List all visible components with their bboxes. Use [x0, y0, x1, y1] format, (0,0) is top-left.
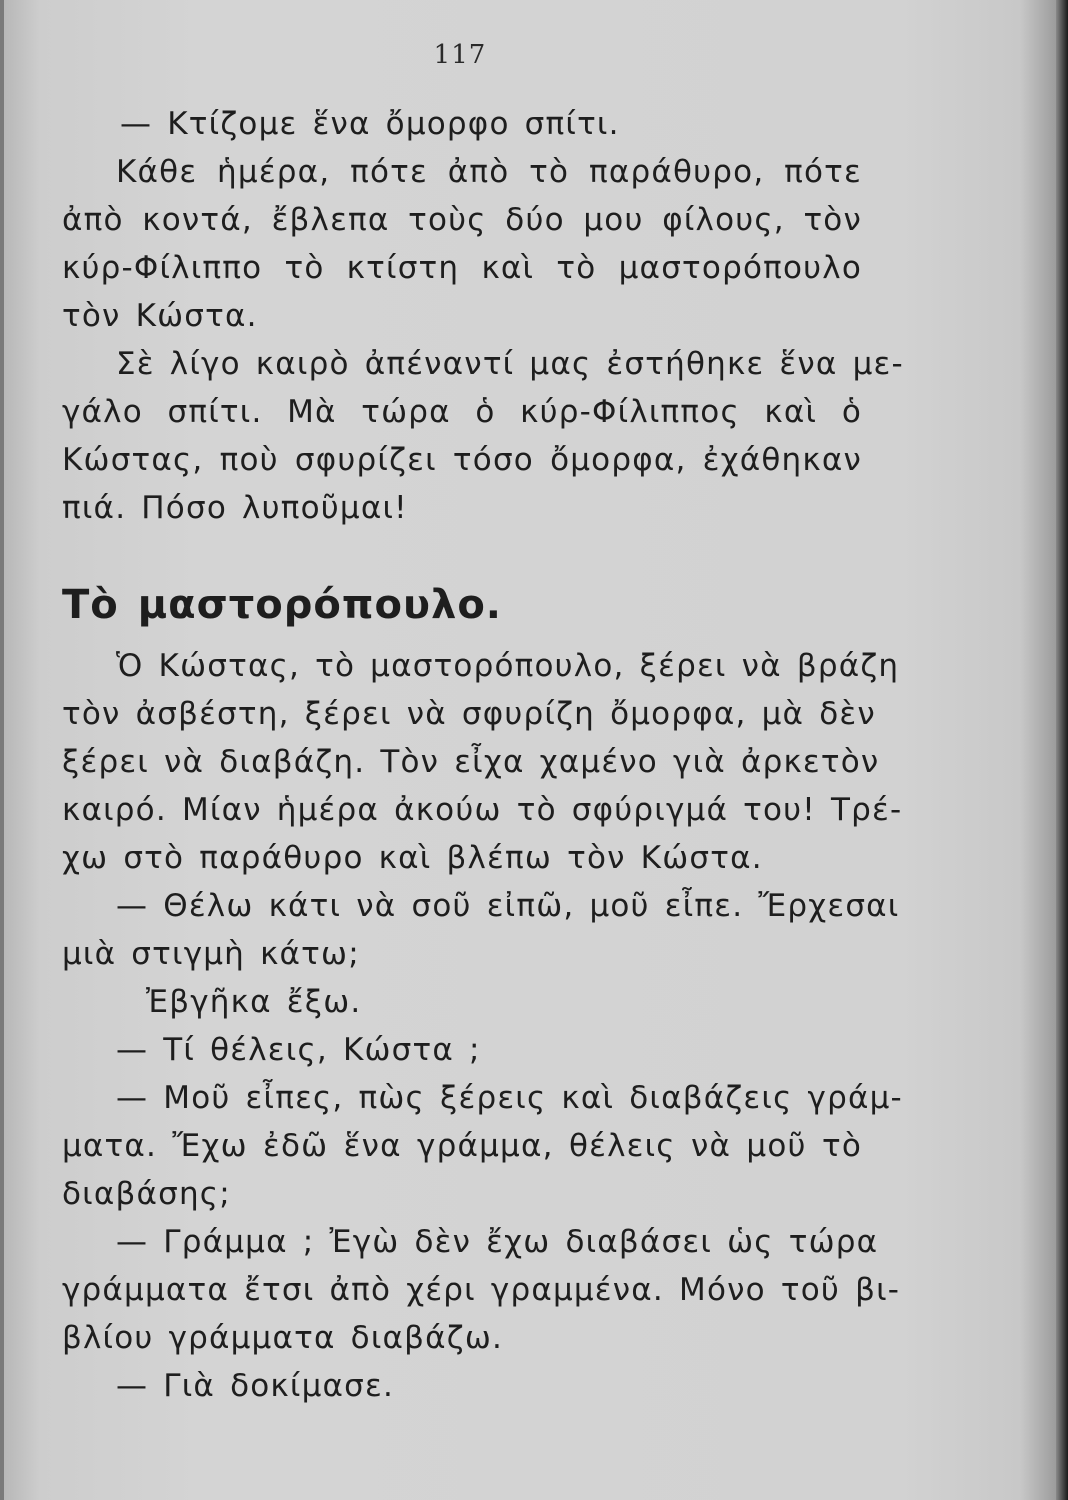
text-line: ἀπὸ κοντά, ἔβλεπα τοὺς δύο μου φίλους, τὸν: [62, 202, 862, 238]
page-number: 117: [433, 40, 487, 70]
page-left-edge: [0, 0, 4, 1500]
text-line: Ὁ Κώστας, τὸ μαστορόπουλο, ξέρει νὰ βράζη: [116, 648, 900, 684]
text-line: Σὲ λίγο καιρὸ ἀπέναντί μας ἐστήθηκε ἕνα με-: [116, 346, 904, 382]
text-line: — Γιὰ δοκίμασε.: [116, 1368, 395, 1404]
text-line: — Τί θέλεις, Κώστα ;: [116, 1032, 481, 1068]
text-line: γράμματα ἔτσι ἀπὸ χέρι γραμμένα. Μόνο τοῦ βι-: [62, 1272, 901, 1308]
text-line: καιρό. Μίαν ἡμέρα ἀκούω τὸ σφύριγμά του! Τρέ-: [62, 792, 903, 828]
text-line: ματα. Ἔχω ἐδῶ ἕνα γράμμα, θέλεις νὰ μοῦ τὸ: [62, 1128, 862, 1164]
text-line: — Κτίζομε ἕνα ὄμορφο σπίτι.: [120, 106, 620, 142]
text-line: γάλο σπίτι. Μὰ τώρα ὁ κύρ-Φίλιππος καὶ ὁ: [62, 394, 862, 430]
text-line: — Γράμμα ; Ἐγὼ δὲν ἔχω διαβάσει ὡς τώρα: [116, 1224, 879, 1260]
text-line: διαβάσης;: [62, 1176, 231, 1212]
text-line: Κώστας, ποὺ σφυρίζει τόσο ὄμορφα, ἐχάθηκαν: [62, 442, 862, 478]
text-line: Ἐβγῆκα ἔξω.: [146, 984, 362, 1020]
section-heading: Τὸ μαστορόπουλο.: [62, 582, 502, 628]
page-binding-shadow: [1056, 0, 1068, 1500]
text-line: ξέρει νὰ διαβάζη. Τὸν εἶχα χαμένο γιὰ ἀρκετὸν: [62, 744, 880, 780]
text-line: κύρ-Φίλιππο τὸ κτίστη καὶ τὸ μαστορόπουλο: [62, 250, 862, 286]
text-line: — Θέλω κάτι νὰ σοῦ εἰπῶ, μοῦ εἶπε. Ἔρχεσαι: [116, 888, 900, 924]
text-line: βλίου γράμματα διαβάζω.: [62, 1320, 504, 1356]
text-line: τὸν ἀσβέστη, ξέρει νὰ σφυρίζη ὄμορφα, μὰ δὲν: [62, 696, 876, 732]
text-line: μιὰ στιγμὴ κάτω;: [62, 936, 360, 972]
text-line: — Μοῦ εἶπες, πὼς ξέρεις καὶ διαβάζεις γράμ-: [116, 1080, 903, 1116]
text-line: πιά. Πόσο λυποῦμαι!: [62, 490, 408, 526]
body-text: [62, 100, 904, 1410]
text-line: τὸν Κώστα.: [62, 298, 258, 334]
text-line: Κάθε ἡμέρα, πότε ἀπὸ τὸ παράθυρο, πότε: [116, 154, 862, 190]
text-line: χω στὸ παράθυρο καὶ βλέπω τὸν Κώστα.: [62, 840, 763, 876]
